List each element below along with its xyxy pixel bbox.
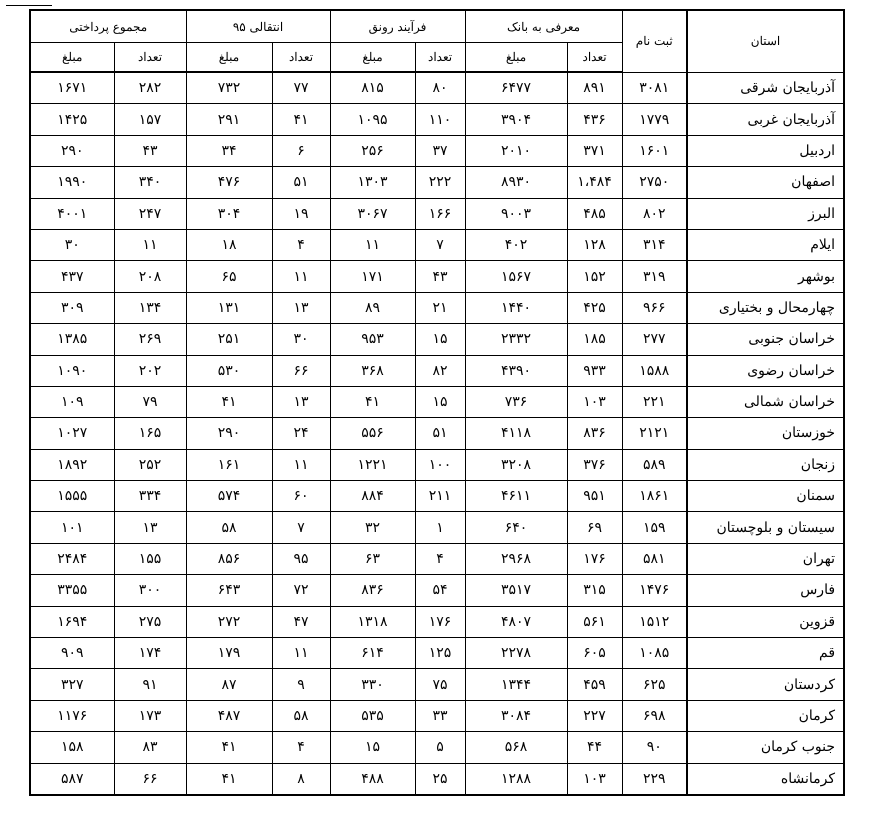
total-count-cell: ۱۵۷ — [114, 104, 186, 135]
total-count-cell: ۹۱ — [114, 669, 186, 700]
bank-referral-amount-cell: ۲۲۷۸ — [465, 638, 567, 669]
bank-referral-amount-cell: ۲۰۱۰ — [465, 135, 567, 166]
ronagh-amount-cell: ۲۵۶ — [330, 135, 415, 166]
total-count-cell: ۲۵۲ — [114, 449, 186, 480]
total-count-cell: ۲۷۵ — [114, 606, 186, 637]
ronagh-count-cell: ۱۶۶ — [415, 198, 465, 229]
total-amount-cell: ۱۳۸۵ — [30, 324, 114, 355]
transfer-count-cell: ۳۰ — [272, 324, 330, 355]
bank-referral-count-cell: ۱۰۳ — [567, 763, 622, 795]
bank-referral-count-cell: ۴۵۹ — [567, 669, 622, 700]
transfer-count-cell: ۷۲ — [272, 575, 330, 606]
bank-referral-amount-cell: ۶۴۰ — [465, 512, 567, 543]
total-amount-cell: ۳۰ — [30, 229, 114, 260]
ronagh-amount-cell: ۱۷۱ — [330, 261, 415, 292]
bank-referral-amount-cell: ۳۲۰۸ — [465, 449, 567, 480]
header-amount: مبلغ — [186, 43, 272, 73]
province-cell: البرز — [687, 198, 844, 229]
transfer-count-cell: ۵۱ — [272, 167, 330, 198]
ronagh-amount-cell: ۹۵۳ — [330, 324, 415, 355]
bank-referral-count-cell: ۹۳۳ — [567, 355, 622, 386]
total-amount-cell: ۵۸۷ — [30, 763, 114, 795]
bank-referral-amount-cell: ۳۹۰۴ — [465, 104, 567, 135]
ronagh-amount-cell: ۳۲ — [330, 512, 415, 543]
registration-cell: ۱۵۱۲ — [622, 606, 687, 637]
transfer-amount-cell: ۴۱ — [186, 386, 272, 417]
registration-cell: ۳۱۴ — [622, 229, 687, 260]
total-amount-cell: ۱۹۹۰ — [30, 167, 114, 198]
transfer-count-cell: ۴ — [272, 229, 330, 260]
total-count-cell: ۷۹ — [114, 386, 186, 417]
registration-cell: ۲۱۲۱ — [622, 418, 687, 449]
ronagh-amount-cell: ۳۳۰ — [330, 669, 415, 700]
bank-referral-amount-cell: ۲۹۶۸ — [465, 543, 567, 574]
registration-cell: ۱۷۷۹ — [622, 104, 687, 135]
ronagh-amount-cell: ۵۳۵ — [330, 700, 415, 731]
total-count-cell: ۱۵۵ — [114, 543, 186, 574]
province-cell: کرمانشاه — [687, 763, 844, 795]
bank-referral-count-cell: ۵۶۱ — [567, 606, 622, 637]
ronagh-amount-cell: ۸۳۶ — [330, 575, 415, 606]
transfer-amount-cell: ۵۸ — [186, 512, 272, 543]
table-row — [30, 575, 844, 606]
province-cell: چهارمحال و بختیاری — [687, 292, 844, 323]
transfer-amount-cell: ۴۱ — [186, 732, 272, 763]
total-amount-cell: ۱۶۹۴ — [30, 606, 114, 637]
bank-referral-count-cell: ۶۹ — [567, 512, 622, 543]
province-cell: آذربایجان غربی — [687, 104, 844, 135]
ronagh-count-cell: ۵۴ — [415, 575, 465, 606]
ronagh-amount-cell: ۱۲۲۱ — [330, 449, 415, 480]
transfer-count-cell: ۷ — [272, 512, 330, 543]
header-province: استان — [687, 10, 844, 72]
total-amount-cell: ۱۶۷۱ — [30, 72, 114, 104]
table-body — [30, 72, 844, 795]
ronagh-amount-cell: ۱۰۹۵ — [330, 104, 415, 135]
transfer-amount-cell: ۶۵ — [186, 261, 272, 292]
transfer-count-cell: ۴ — [272, 732, 330, 763]
registration-cell: ۶۲۵ — [622, 669, 687, 700]
bank-referral-count-cell: ۳۷۶ — [567, 449, 622, 480]
province-cell: زنجان — [687, 449, 844, 480]
bank-referral-amount-cell: ۴۳۹۰ — [465, 355, 567, 386]
transfer-amount-cell: ۴۷۶ — [186, 167, 272, 198]
total-amount-cell: ۲۹۰ — [30, 135, 114, 166]
province-cell: کردستان — [687, 669, 844, 700]
province-cell: اردبیل — [687, 135, 844, 166]
header-amount: مبلغ — [465, 43, 567, 73]
province-cell: خراسان شمالی — [687, 386, 844, 417]
total-count-cell: ۱۷۳ — [114, 700, 186, 731]
registration-cell: ۹۰ — [622, 732, 687, 763]
bank-referral-count-cell: ۱۲۸ — [567, 229, 622, 260]
table-row — [30, 292, 844, 323]
table-row — [30, 763, 844, 795]
total-amount-cell: ۲۴۸۴ — [30, 543, 114, 574]
province-cell: تهران — [687, 543, 844, 574]
ronagh-count-cell: ۴ — [415, 543, 465, 574]
table-row — [30, 261, 844, 292]
ronagh-amount-cell: ۴۱ — [330, 386, 415, 417]
transfer-count-cell: ۹ — [272, 669, 330, 700]
transfer-count-cell: ۷۷ — [272, 72, 330, 104]
ronagh-count-cell: ۱۱۰ — [415, 104, 465, 135]
total-amount-cell: ۳۳۵۵ — [30, 575, 114, 606]
total-count-cell: ۶۶ — [114, 763, 186, 795]
province-cell: سمنان — [687, 481, 844, 512]
province-cell: جنوب کرمان — [687, 732, 844, 763]
transfer-amount-cell: ۱۶۱ — [186, 449, 272, 480]
transfer-count-cell: ۸ — [272, 763, 330, 795]
total-amount-cell: ۴۳۷ — [30, 261, 114, 292]
bank-referral-count-cell: ۴۸۵ — [567, 198, 622, 229]
transfer-count-cell: ۲۴ — [272, 418, 330, 449]
ronagh-count-cell: ۵۱ — [415, 418, 465, 449]
transfer-count-cell: ۶ — [272, 135, 330, 166]
total-count-cell: ۳۰۰ — [114, 575, 186, 606]
table-row — [30, 669, 844, 700]
ronagh-count-cell: ۱۵ — [415, 324, 465, 355]
total-amount-cell: ۱۵۸ — [30, 732, 114, 763]
bank-referral-amount-cell: ۴۸۰۷ — [465, 606, 567, 637]
transfer-amount-cell: ۳۴ — [186, 135, 272, 166]
total-amount-cell: ۳۰۹ — [30, 292, 114, 323]
total-amount-cell: ۱۰۱ — [30, 512, 114, 543]
transfer-count-cell: ۹۵ — [272, 543, 330, 574]
registration-cell: ۲۷۵۰ — [622, 167, 687, 198]
table-row — [30, 386, 844, 417]
transfer-amount-cell: ۵۷۴ — [186, 481, 272, 512]
total-amount-cell: ۳۲۷ — [30, 669, 114, 700]
total-count-cell: ۲۰۸ — [114, 261, 186, 292]
ronagh-amount-cell: ۱۵ — [330, 732, 415, 763]
bank-referral-amount-cell: ۴۰۲ — [465, 229, 567, 260]
total-amount-cell: ۱۱۷۶ — [30, 700, 114, 731]
transfer-amount-cell: ۴۸۷ — [186, 700, 272, 731]
total-count-cell: ۱۳۴ — [114, 292, 186, 323]
bank-referral-count-cell: ۸۹۱ — [567, 72, 622, 104]
transfer-amount-cell: ۱۳۱ — [186, 292, 272, 323]
bank-referral-amount-cell: ۹۰۰۳ — [465, 198, 567, 229]
bank-referral-amount-cell: ۸۹۳۰ — [465, 167, 567, 198]
ronagh-count-cell: ۲۲۲ — [415, 167, 465, 198]
ronagh-amount-cell: ۳۶۸ — [330, 355, 415, 386]
registration-cell: ۱۶۰۱ — [622, 135, 687, 166]
ronagh-amount-cell: ۸۱۵ — [330, 72, 415, 104]
ronagh-amount-cell: ۱۱ — [330, 229, 415, 260]
total-amount-cell: ۱۴۲۵ — [30, 104, 114, 135]
table-row — [30, 135, 844, 166]
ronagh-amount-cell: ۸۹ — [330, 292, 415, 323]
header-amount: مبلغ — [330, 43, 415, 73]
table-row — [30, 543, 844, 574]
transfer-amount-cell: ۲۹۱ — [186, 104, 272, 135]
bank-referral-count-cell: ۱۰۳ — [567, 386, 622, 417]
bank-referral-count-cell: ۱۵۲ — [567, 261, 622, 292]
registration-cell: ۲۲۱ — [622, 386, 687, 417]
total-amount-cell: ۱۵۵۵ — [30, 481, 114, 512]
ronagh-count-cell: ۱ — [415, 512, 465, 543]
bank-referral-amount-cell: ۱۴۴۰ — [465, 292, 567, 323]
header-count: تعداد — [272, 43, 330, 73]
registration-cell: ۳۱۹ — [622, 261, 687, 292]
total-amount-cell: ۱۸۹۲ — [30, 449, 114, 480]
table-row — [30, 104, 844, 135]
ronagh-count-cell: ۱۵ — [415, 386, 465, 417]
ronagh-amount-cell: ۸۸۴ — [330, 481, 415, 512]
ronagh-amount-cell: ۱۳۱۸ — [330, 606, 415, 637]
bank-referral-amount-cell: ۳۵۱۷ — [465, 575, 567, 606]
header-group-bank-referral: معرفی به بانک — [465, 10, 622, 43]
registration-cell: ۱۵۹ — [622, 512, 687, 543]
transfer-amount-cell: ۱۸ — [186, 229, 272, 260]
transfer-count-cell: ۶۶ — [272, 355, 330, 386]
registration-cell: ۹۶۶ — [622, 292, 687, 323]
province-cell: اصفهان — [687, 167, 844, 198]
bank-referral-amount-cell: ۵۶۸ — [465, 732, 567, 763]
total-count-cell: ۱۳ — [114, 512, 186, 543]
transfer-count-cell: ۱۱ — [272, 261, 330, 292]
total-amount-cell: ۱۰۹ — [30, 386, 114, 417]
bank-referral-amount-cell: ۷۳۶ — [465, 386, 567, 417]
table-row — [30, 449, 844, 480]
table-row — [30, 481, 844, 512]
total-count-cell: ۱۱ — [114, 229, 186, 260]
bank-referral-amount-cell: ۳۰۸۴ — [465, 700, 567, 731]
ronagh-count-cell: ۸۰ — [415, 72, 465, 104]
table-row — [30, 732, 844, 763]
header-count: تعداد — [114, 43, 186, 73]
registration-cell: ۶۹۸ — [622, 700, 687, 731]
ronagh-count-cell: ۴۳ — [415, 261, 465, 292]
transfer-count-cell: ۱۱ — [272, 449, 330, 480]
ronagh-amount-cell: ۱۳۰۳ — [330, 167, 415, 198]
ronagh-count-cell: ۳۳ — [415, 700, 465, 731]
header-group-total-paid: مجموع پرداختی — [30, 10, 186, 43]
bank-referral-amount-cell: ۲۳۳۲ — [465, 324, 567, 355]
total-amount-cell: ۴۰۰۱ — [30, 198, 114, 229]
total-amount-cell: ۱۰۹۰ — [30, 355, 114, 386]
ronagh-amount-cell: ۶۱۴ — [330, 638, 415, 669]
total-amount-cell: ۹۰۹ — [30, 638, 114, 669]
table-row — [30, 638, 844, 669]
header-registration: ثبت نام — [622, 10, 687, 72]
bank-referral-amount-cell: ۱۵۶۷ — [465, 261, 567, 292]
bank-referral-count-cell: ۱۸۵ — [567, 324, 622, 355]
total-count-cell: ۱۶۵ — [114, 418, 186, 449]
cropped-top-fragment — [6, 0, 52, 6]
transfer-amount-cell: ۲۹۰ — [186, 418, 272, 449]
transfer-amount-cell: ۶۴۳ — [186, 575, 272, 606]
ronagh-count-cell: ۱۰۰ — [415, 449, 465, 480]
province-cell: خراسان جنوبی — [687, 324, 844, 355]
transfer-count-cell: ۱۳ — [272, 386, 330, 417]
ronagh-count-cell: ۷۵ — [415, 669, 465, 700]
registration-cell: ۲۲۹ — [622, 763, 687, 795]
ronagh-count-cell: ۱۷۶ — [415, 606, 465, 637]
province-cell: قزوین — [687, 606, 844, 637]
bank-referral-count-cell: ۳۷۱ — [567, 135, 622, 166]
header-count: تعداد — [567, 43, 622, 73]
transfer-count-cell: ۵۸ — [272, 700, 330, 731]
total-count-cell: ۳۳۴ — [114, 481, 186, 512]
table-row — [30, 229, 844, 260]
table-row — [30, 324, 844, 355]
transfer-count-cell: ۴۱ — [272, 104, 330, 135]
province-cell: خراسان رضوی — [687, 355, 844, 386]
province-cell: سیستان و بلوچستان — [687, 512, 844, 543]
ronagh-amount-cell: ۳۰۶۷ — [330, 198, 415, 229]
ronagh-count-cell: ۲۱۱ — [415, 481, 465, 512]
ronagh-count-cell: ۵ — [415, 732, 465, 763]
registration-cell: ۵۸۱ — [622, 543, 687, 574]
province-cell: ایلام — [687, 229, 844, 260]
registration-cell: ۸۰۲ — [622, 198, 687, 229]
total-count-cell: ۴۳ — [114, 135, 186, 166]
registration-cell: ۱۰۸۵ — [622, 638, 687, 669]
bank-referral-count-cell: ۴۴ — [567, 732, 622, 763]
total-count-cell: ۸۳ — [114, 732, 186, 763]
registration-cell: ۱۴۷۶ — [622, 575, 687, 606]
ronagh-count-cell: ۷ — [415, 229, 465, 260]
bank-referral-amount-cell: ۴۱۱۸ — [465, 418, 567, 449]
province-cell: قم — [687, 638, 844, 669]
total-count-cell: ۱۷۴ — [114, 638, 186, 669]
header-count: تعداد — [415, 43, 465, 73]
total-count-cell: ۳۴۰ — [114, 167, 186, 198]
bank-referral-amount-cell: ۱۳۴۴ — [465, 669, 567, 700]
transfer-amount-cell: ۸۵۶ — [186, 543, 272, 574]
bank-referral-count-cell: ۶۰۵ — [567, 638, 622, 669]
province-cell: کرمان — [687, 700, 844, 731]
header-amount: مبلغ — [30, 43, 114, 73]
ronagh-amount-cell: ۶۳ — [330, 543, 415, 574]
transfer-amount-cell: ۱۷۹ — [186, 638, 272, 669]
table-row — [30, 606, 844, 637]
bank-referral-count-cell: ۴۳۶ — [567, 104, 622, 135]
transfer-amount-cell: ۲۵۱ — [186, 324, 272, 355]
ronagh-count-cell: ۲۱ — [415, 292, 465, 323]
total-count-cell: ۲۰۲ — [114, 355, 186, 386]
bank-referral-amount-cell: ۴۶۱۱ — [465, 481, 567, 512]
bank-referral-count-cell: ۳۱۵ — [567, 575, 622, 606]
transfer-amount-cell: ۳۰۴ — [186, 198, 272, 229]
registration-cell: ۱۵۸۸ — [622, 355, 687, 386]
ronagh-amount-cell: ۴۸۸ — [330, 763, 415, 795]
bank-referral-count-cell: ۱۷۶ — [567, 543, 622, 574]
transfer-count-cell: ۶۰ — [272, 481, 330, 512]
bank-referral-count-cell: ۸۳۶ — [567, 418, 622, 449]
table-row — [30, 72, 844, 104]
transfer-amount-cell: ۴۱ — [186, 763, 272, 795]
bank-referral-amount-cell: ۱۲۸۸ — [465, 763, 567, 795]
province-cell: آذربایجان شرقی — [687, 72, 844, 104]
ronagh-count-cell: ۳۷ — [415, 135, 465, 166]
ronagh-count-cell: ۱۲۵ — [415, 638, 465, 669]
transfer-count-cell: ۱۱ — [272, 638, 330, 669]
header-group-ronagh-process: فرآیند رونق — [330, 10, 465, 43]
province-cell: خوزستان — [687, 418, 844, 449]
ronagh-count-cell: ۲۵ — [415, 763, 465, 795]
registration-cell: ۲۷۷ — [622, 324, 687, 355]
registration-cell: ۱۸۶۱ — [622, 481, 687, 512]
total-count-cell: ۲۶۹ — [114, 324, 186, 355]
ronagh-amount-cell: ۵۵۶ — [330, 418, 415, 449]
total-count-cell: ۲۴۷ — [114, 198, 186, 229]
table-row — [30, 198, 844, 229]
header-group-transfer-95: انتقالی ۹۵ — [186, 10, 330, 43]
registration-cell: ۵۸۹ — [622, 449, 687, 480]
table-row — [30, 512, 844, 543]
table-row — [30, 700, 844, 731]
transfer-amount-cell: ۲۷۲ — [186, 606, 272, 637]
province-cell: بوشهر — [687, 261, 844, 292]
registration-cell: ۳۰۸۱ — [622, 72, 687, 104]
total-amount-cell: ۱۰۲۷ — [30, 418, 114, 449]
bank-referral-amount-cell: ۶۴۷۷ — [465, 72, 567, 104]
transfer-amount-cell: ۸۷ — [186, 669, 272, 700]
transfer-count-cell: ۱۹ — [272, 198, 330, 229]
bank-referral-count-cell: ۲۲۷ — [567, 700, 622, 731]
bank-referral-count-cell: ۴۲۵ — [567, 292, 622, 323]
transfer-amount-cell: ۷۳۲ — [186, 72, 272, 104]
transfer-count-cell: ۱۳ — [272, 292, 330, 323]
total-count-cell: ۲۸۲ — [114, 72, 186, 104]
bank-referral-count-cell: ۹۵۱ — [567, 481, 622, 512]
table-row — [30, 167, 844, 198]
bank-referral-count-cell: ۱،۴۸۴ — [567, 167, 622, 198]
province-payments-table — [29, 9, 845, 796]
table-row — [30, 418, 844, 449]
ronagh-count-cell: ۸۲ — [415, 355, 465, 386]
table-row — [30, 355, 844, 386]
transfer-count-cell: ۴۷ — [272, 606, 330, 637]
transfer-amount-cell: ۵۳۰ — [186, 355, 272, 386]
province-cell: فارس — [687, 575, 844, 606]
